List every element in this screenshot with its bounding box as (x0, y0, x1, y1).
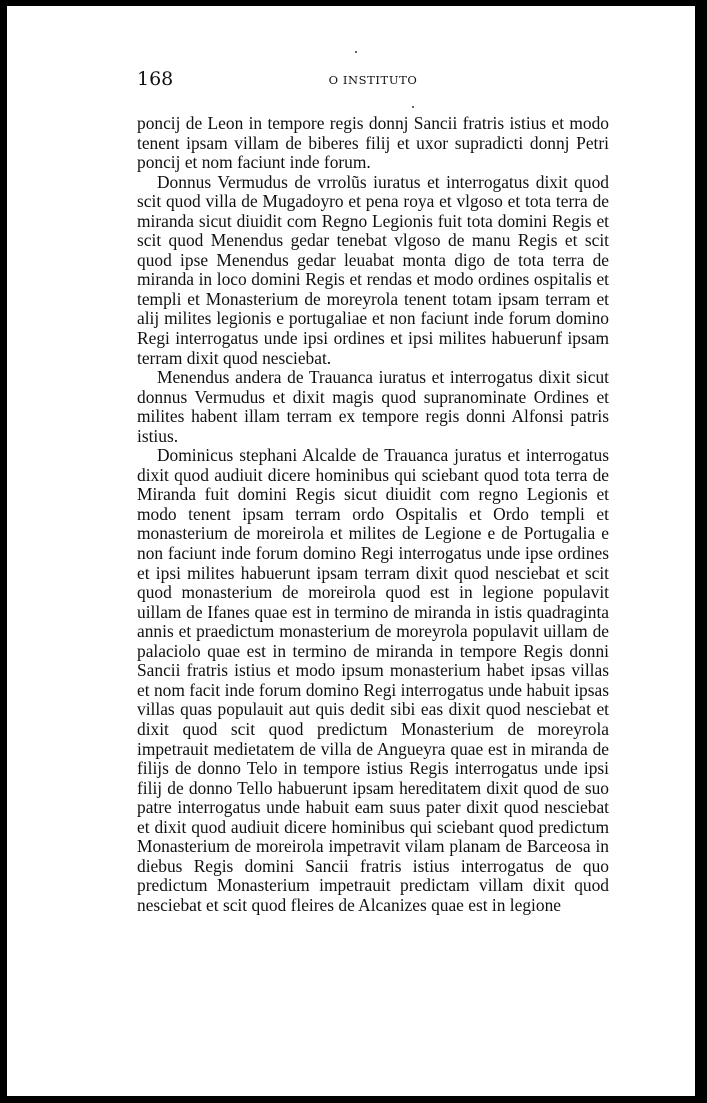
running-head: O INSTITUTO (328, 73, 418, 87)
paragraph: Dominicus stephani Alcalde de Trauanca juratus et interrogatus dixit quod audiuit dicere hominibus qui sciebant quod tota terra de Miranda fuit domini Regis sicut diuidit com regno Legionis et modo tenent ipsam terram ordo Ospitalis et Ordo templi et monasterium de moreirola et milites de Legione e de Portugalia e non faciunt inde forum domino Regi interrogatus unde ipse ordines et ipsi milites habuerunt ipsam terram dixit quod nesciebat et scit quod monasterium de moreirola quod est in legione populavit uillam de Ifanes quae est in termino de miranda in istis quadraginta annis et praedictum monasterium de moreyrola populavit uillam de palaciolo quae est in termino de miranda in tempore Regis donni Sancii fratris istius et modo ipsum monasterium habet ipsas villas et nom facit inde forum domino Regi interrogatus unde habuit ipsas villas quas populauit aut quis dedit sibi eas dixit quod nesciebat et dixit quod scit quod predictum Monasterium de moreyrola impetrauit medietatem de villa de Angueyra quae est in miranda de filijs de donno Telo in tempore istius Regis interrogatus unde ipsi filij de donno Tello habuerunt ipsam hereditatem dixit quod de suo patre interrogatus unde habuit eam suus pater dixit quod nesciebat et dixit quod audiuit dicere hominibus qui sciebant quod predictum Monasterium de moreirola impetravit vilam planam de Barceosa in diebus Regis domini Sancii fratris istius interrogatus de quo predictum Monasterium impetrauit predictam villam dixit quod nesciebat et scit quod fleires de Alcanizes quae est in legione (137, 445, 609, 915)
paragraph: poncij de Leon in tempore regis donnj Sancii fratris istius et modo tenent ipsam villam de biberes filij et uxor supradicti donnj Petri poncij et nom faciunt inde forum. (137, 113, 609, 173)
paragraph: Menendus andera de Trauanca iuratus et interrogatus dixit sicut donnus Vermudus et dixit magis quod supranominate Ordines et milites habent illam terram ex tempore regis donni Alfonsi patris istius. (137, 367, 609, 446)
scan-speck (412, 106, 414, 108)
page-header (137, 68, 609, 92)
page-number: 168 (137, 68, 174, 90)
scan-speck (355, 51, 357, 53)
paragraph: Donnus Vermudus de vrrolũs iuratus et interrogatus dixit quod scit quod villa de Mugadoyro et pena roya et vlgoso et tota terra de miranda sicut diuidit com Regno Legionis fuit tota domini Regis et scit quod Menendus gedar tenebat vlgoso de manu Regis et scit quod ipse Menendus gedar leuabat monta digo de tota terra de miranda in loco domini Regis et rendas et modo ordines ospitalis et templi et Monasterium de moreyrola tenent totam ipsam terram et alij milites legionis e portugaliae et non faciunt inde forum domino Regi interrogatus unde ipsi ordines et ipsi milites habuerunf ipsam terram dixit quod nesciebat. (137, 171, 609, 368)
body-text (137, 114, 609, 915)
